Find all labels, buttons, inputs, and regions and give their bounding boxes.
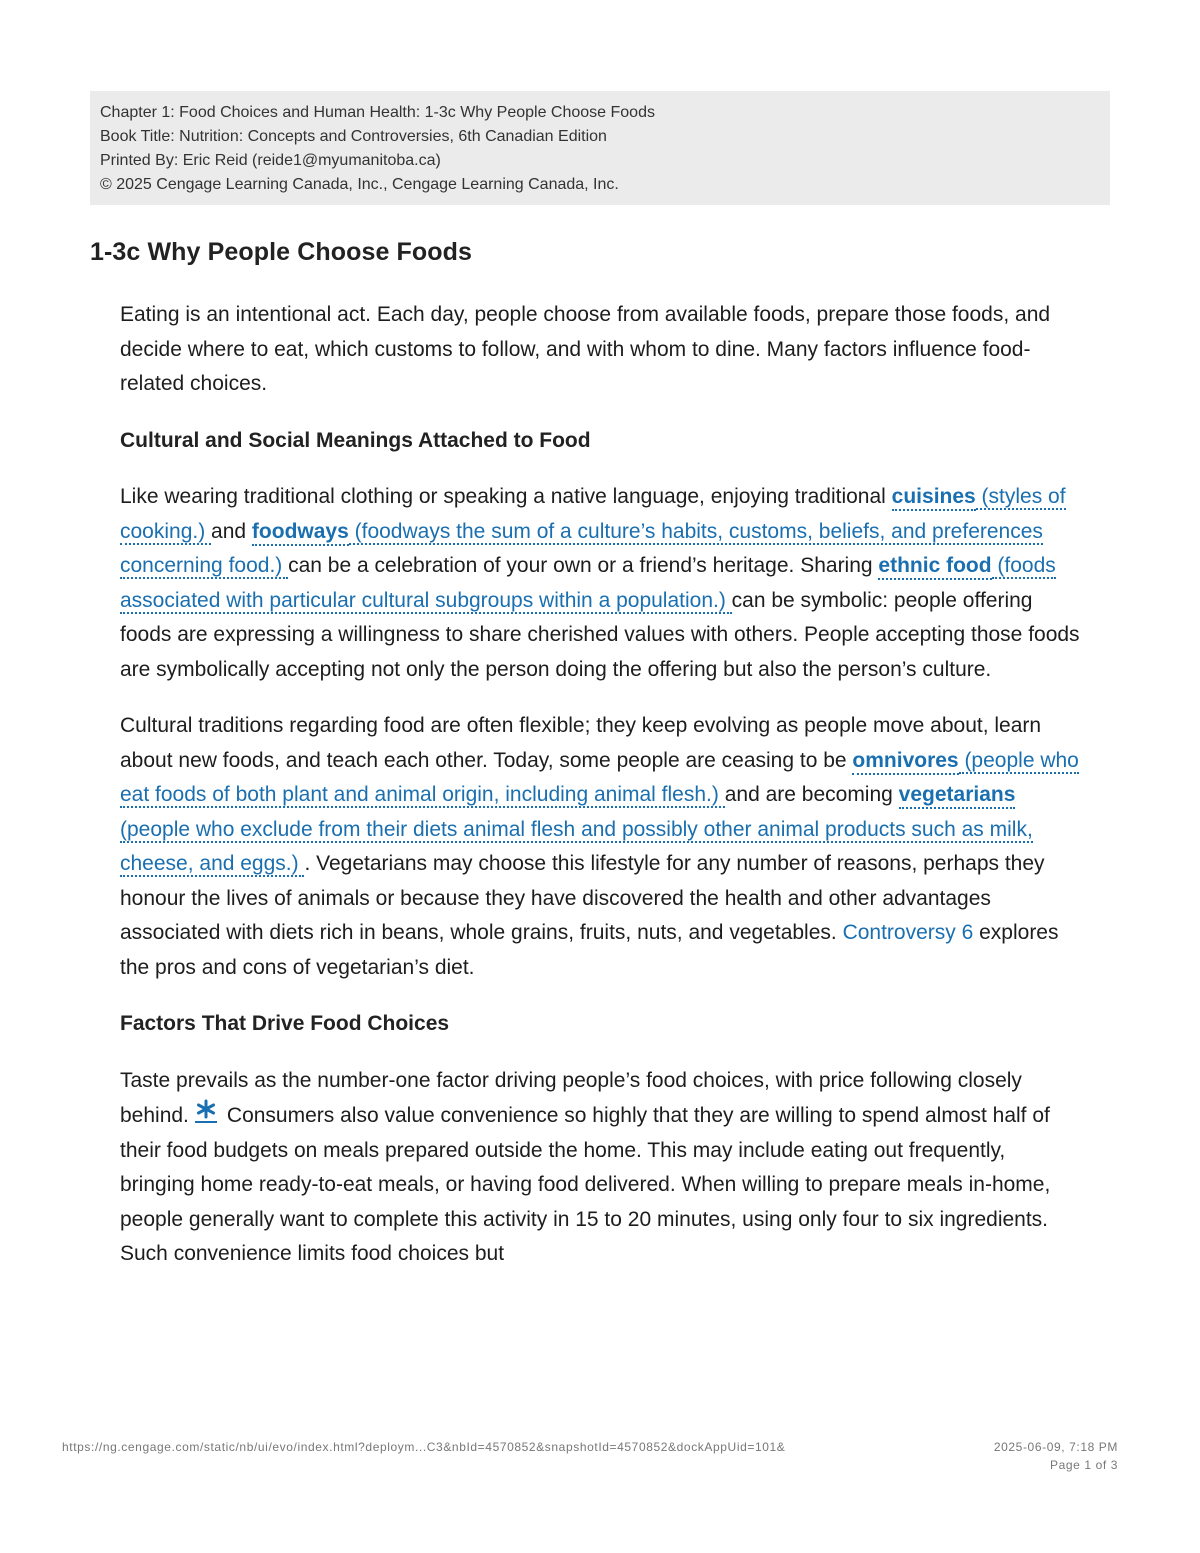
cultural-paragraph-1 [120, 480, 1085, 687]
text-run: Consumers also value convenience so highly that they are willing to spend almost half of their food budgets on meals prepared outside the home. This may include eating out frequently, bringing home ready-to-eat meals, or having food delivered. When willing to prepare meals in-home, people generally want to complete this activity in 15 to 20 minutes, using only four to six ingredients. Such convenience limits food choices but [120, 1104, 1051, 1265]
asterisk-reference-icon[interactable] [193, 1098, 219, 1124]
text-run: Like wearing traditional clothing or speaking a native language, enjoying traditional [120, 485, 892, 508]
section-heading-factors: Factors That Drive Food Choices [120, 1012, 450, 1035]
text-run: explores the pros and cons of vegetarian’s diet. [120, 921, 1059, 979]
text-run: Cultural traditions regarding food are often flexible; they keep evolving as people move about, learn about new foods, and teach each other. Today, some people are ceasing to be [120, 714, 1042, 772]
factors-paragraph-1 [120, 1064, 1085, 1272]
term-cuisines-label: cuisines [892, 485, 976, 511]
copyright-line: © 2025 Cengage Learning Canada, Inc., Cengage Learning Canada, Inc. [100, 176, 619, 193]
cultural-paragraph-2 [120, 709, 1085, 985]
article-body [120, 298, 1085, 1272]
text-run: can be a celebration of your own or a friend’s heritage. Sharing [288, 554, 879, 577]
controversy-6-link[interactable]: Controversy 6 [842, 921, 974, 944]
text-run: and are becoming [724, 783, 899, 806]
text-run: . Vegetarians may choose this lifestyle for any number of reasons, perhaps they honour the lives of animals or because they have discovered the health and other advantages associated with diets rich in beans, whole grains, fruits, nuts, and vegetables. [120, 852, 1045, 944]
section-heading-cultural: Cultural and Social Meanings Attached to Food [120, 428, 591, 452]
print-header [90, 91, 1110, 205]
term-omnivores-definition: (people who eat foods of both plant and animal origin, including animal flesh.) [120, 748, 1079, 806]
footer-date: 2025-06-09, 7:18 PM [993, 1440, 1118, 1454]
text-run: can be symbolic: people offering foods are expressing a willingness to share cherished values with others. People accepting those foods are symbolically accepting not only the person doing the offering but also the person’s culture. [120, 588, 1080, 681]
term-ethnic-food-definition: (foods associated with particular cultural subgroups within a population.) [120, 554, 1056, 612]
term-vegetarians-definition: (people who exclude from their diets animal flesh and possibly other animal products such as milk, cheese, and eggs.) [120, 817, 1033, 875]
footer-url: https://ng.cengage.com/static/nb/ui/evo/index.html?deploym...C3&nbId=4570852&snapshotId=4570852&dockAppUid=101& [62, 1440, 786, 1454]
term-foodways-definition: (foodways the sum of a culture’s habits, customs, beliefs, and preferences concerning food.) [120, 519, 1043, 577]
term-ethnic-food-label: ethnic food [878, 554, 991, 580]
printed-by-line: Printed By: Eric Reid (reide1@myumanitoba.ca) [100, 152, 441, 169]
text-run: Taste prevails as the number-one factor driving people’s food choices, with price following closely behind. [120, 1068, 1022, 1127]
book-title-line: Book Title: Nutrition: Concepts and Controversies, 6th Canadian Edition [100, 128, 607, 145]
page-title: 1-3c Why People Choose Foods [90, 238, 473, 266]
term-vegetarians-label: vegetarians [899, 783, 1016, 809]
term-omnivores-label: omnivores [852, 749, 958, 775]
intro-paragraph: Eating is an intentional act. Each day, people choose from available foods, prepare those foods, and decide where to eat, which customs to follow, and with whom to dine. Many factors influence food-related choices. [120, 303, 1051, 395]
chapter-line: Chapter 1: Food Choices and Human Health: 1-3c Why People Choose Foods [100, 104, 655, 121]
text-run: and [211, 519, 252, 543]
term-cuisines-definition: (styles of cooking.) [120, 485, 1066, 543]
term-foodways-label: foodways [252, 520, 349, 546]
footer-page-number: Page 1 of 3 [1050, 1458, 1118, 1472]
